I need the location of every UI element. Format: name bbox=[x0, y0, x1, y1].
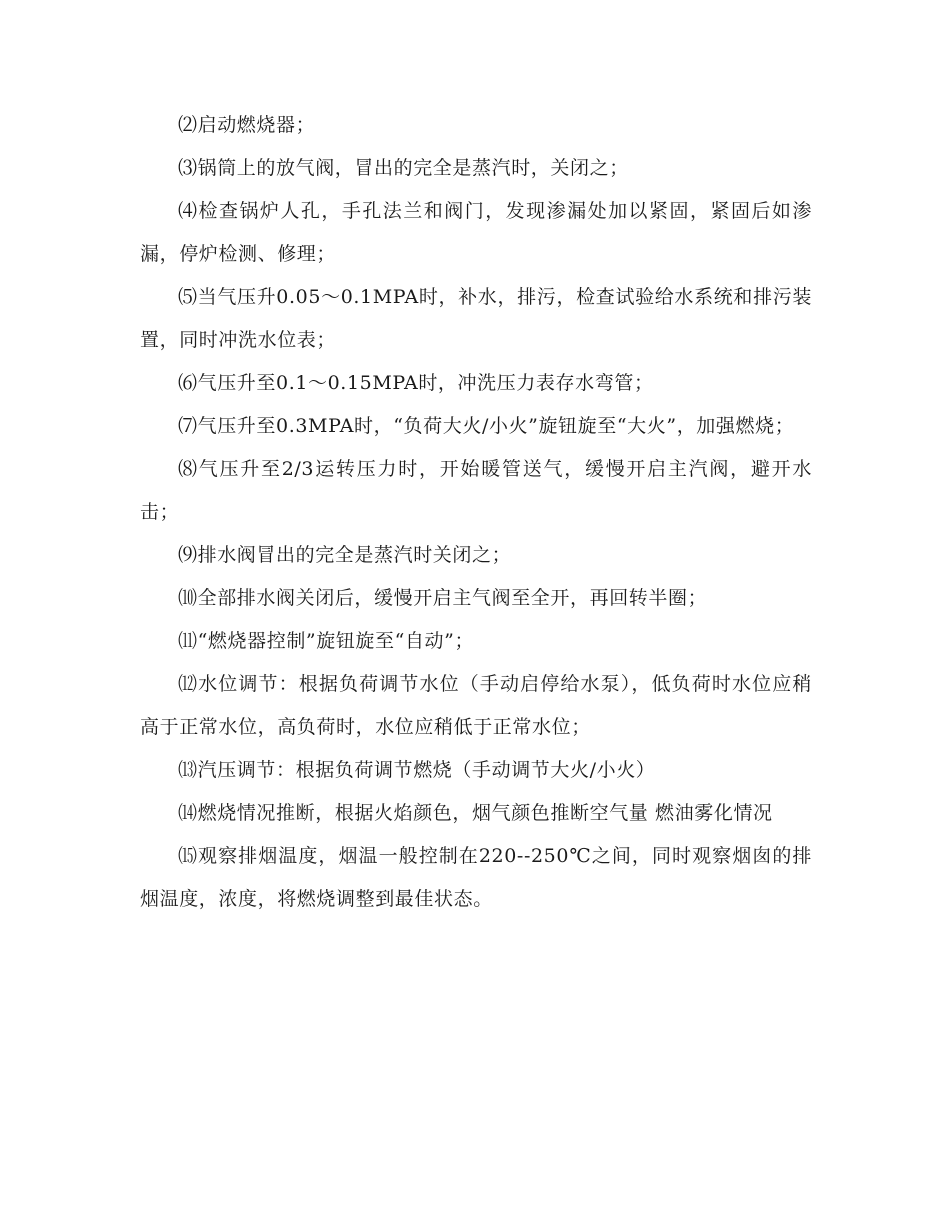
step-6-paragraph: ⑹气压升至0.1～0.15MPA时，冲洗压力表存水弯管； bbox=[178, 372, 654, 394]
step-3-paragraph: ⑶锅筒上的放气阀，冒出的完全是蒸汽时，关闭之； bbox=[178, 157, 629, 179]
step-4-paragraph: ⑷检查锅炉人孔，手孔法兰和阀门，发现渗漏处加以紧固，紧固后如渗漏，停炉检测、修理； bbox=[140, 200, 812, 265]
step-12-paragraph: ⑿水位调节：根据负荷调节水位（手动启停给水泵），低负荷时水位应稍高于正常水位，高负荷时，水位应稍低于正常水位； bbox=[140, 673, 812, 738]
step-14-paragraph: ⒁燃烧情况推断，根据火焰颜色，烟气颜色推断空气量 燃油雾化情况 bbox=[178, 802, 773, 824]
step-2-paragraph: ⑵启动燃烧器； bbox=[178, 114, 316, 136]
step-13-paragraph: ⒀汽压调节：根据负荷调节燃烧（手动调节大火/小火） bbox=[178, 759, 656, 781]
step-5-paragraph: ⑸当气压升0.05～0.1MPA时，补水，排污，检查试验给水系统和排污装置，同时冲洗水位表； bbox=[140, 286, 812, 351]
step-10-paragraph: ⑽全部排水阀关闭后，缓慢开启主气阀至全开，再回转半圈； bbox=[178, 587, 708, 609]
step-9-paragraph: ⑼排水阀冒出的完全是蒸汽时关闭之； bbox=[178, 544, 512, 566]
step-15-paragraph: ⒂观察排烟温度，烟温一般控制在220--250℃之间，同时观察烟囱的排烟温度，浓度，将燃烧调整到最佳状态。 bbox=[140, 845, 812, 910]
step-7-paragraph: ⑺气压升至0.3MPA时，“负荷大火/小火”旋钮旋至“大火”，加强燃烧； bbox=[178, 415, 795, 437]
document-body bbox=[140, 104, 812, 921]
step-11-paragraph: ⑾“燃烧器控制”旋钮旋至“自动”； bbox=[178, 630, 475, 652]
step-8-paragraph: ⑻气压升至2/3运转压力时，开始暖管送气，缓慢开启主汽阀，避开水击； bbox=[140, 458, 812, 523]
